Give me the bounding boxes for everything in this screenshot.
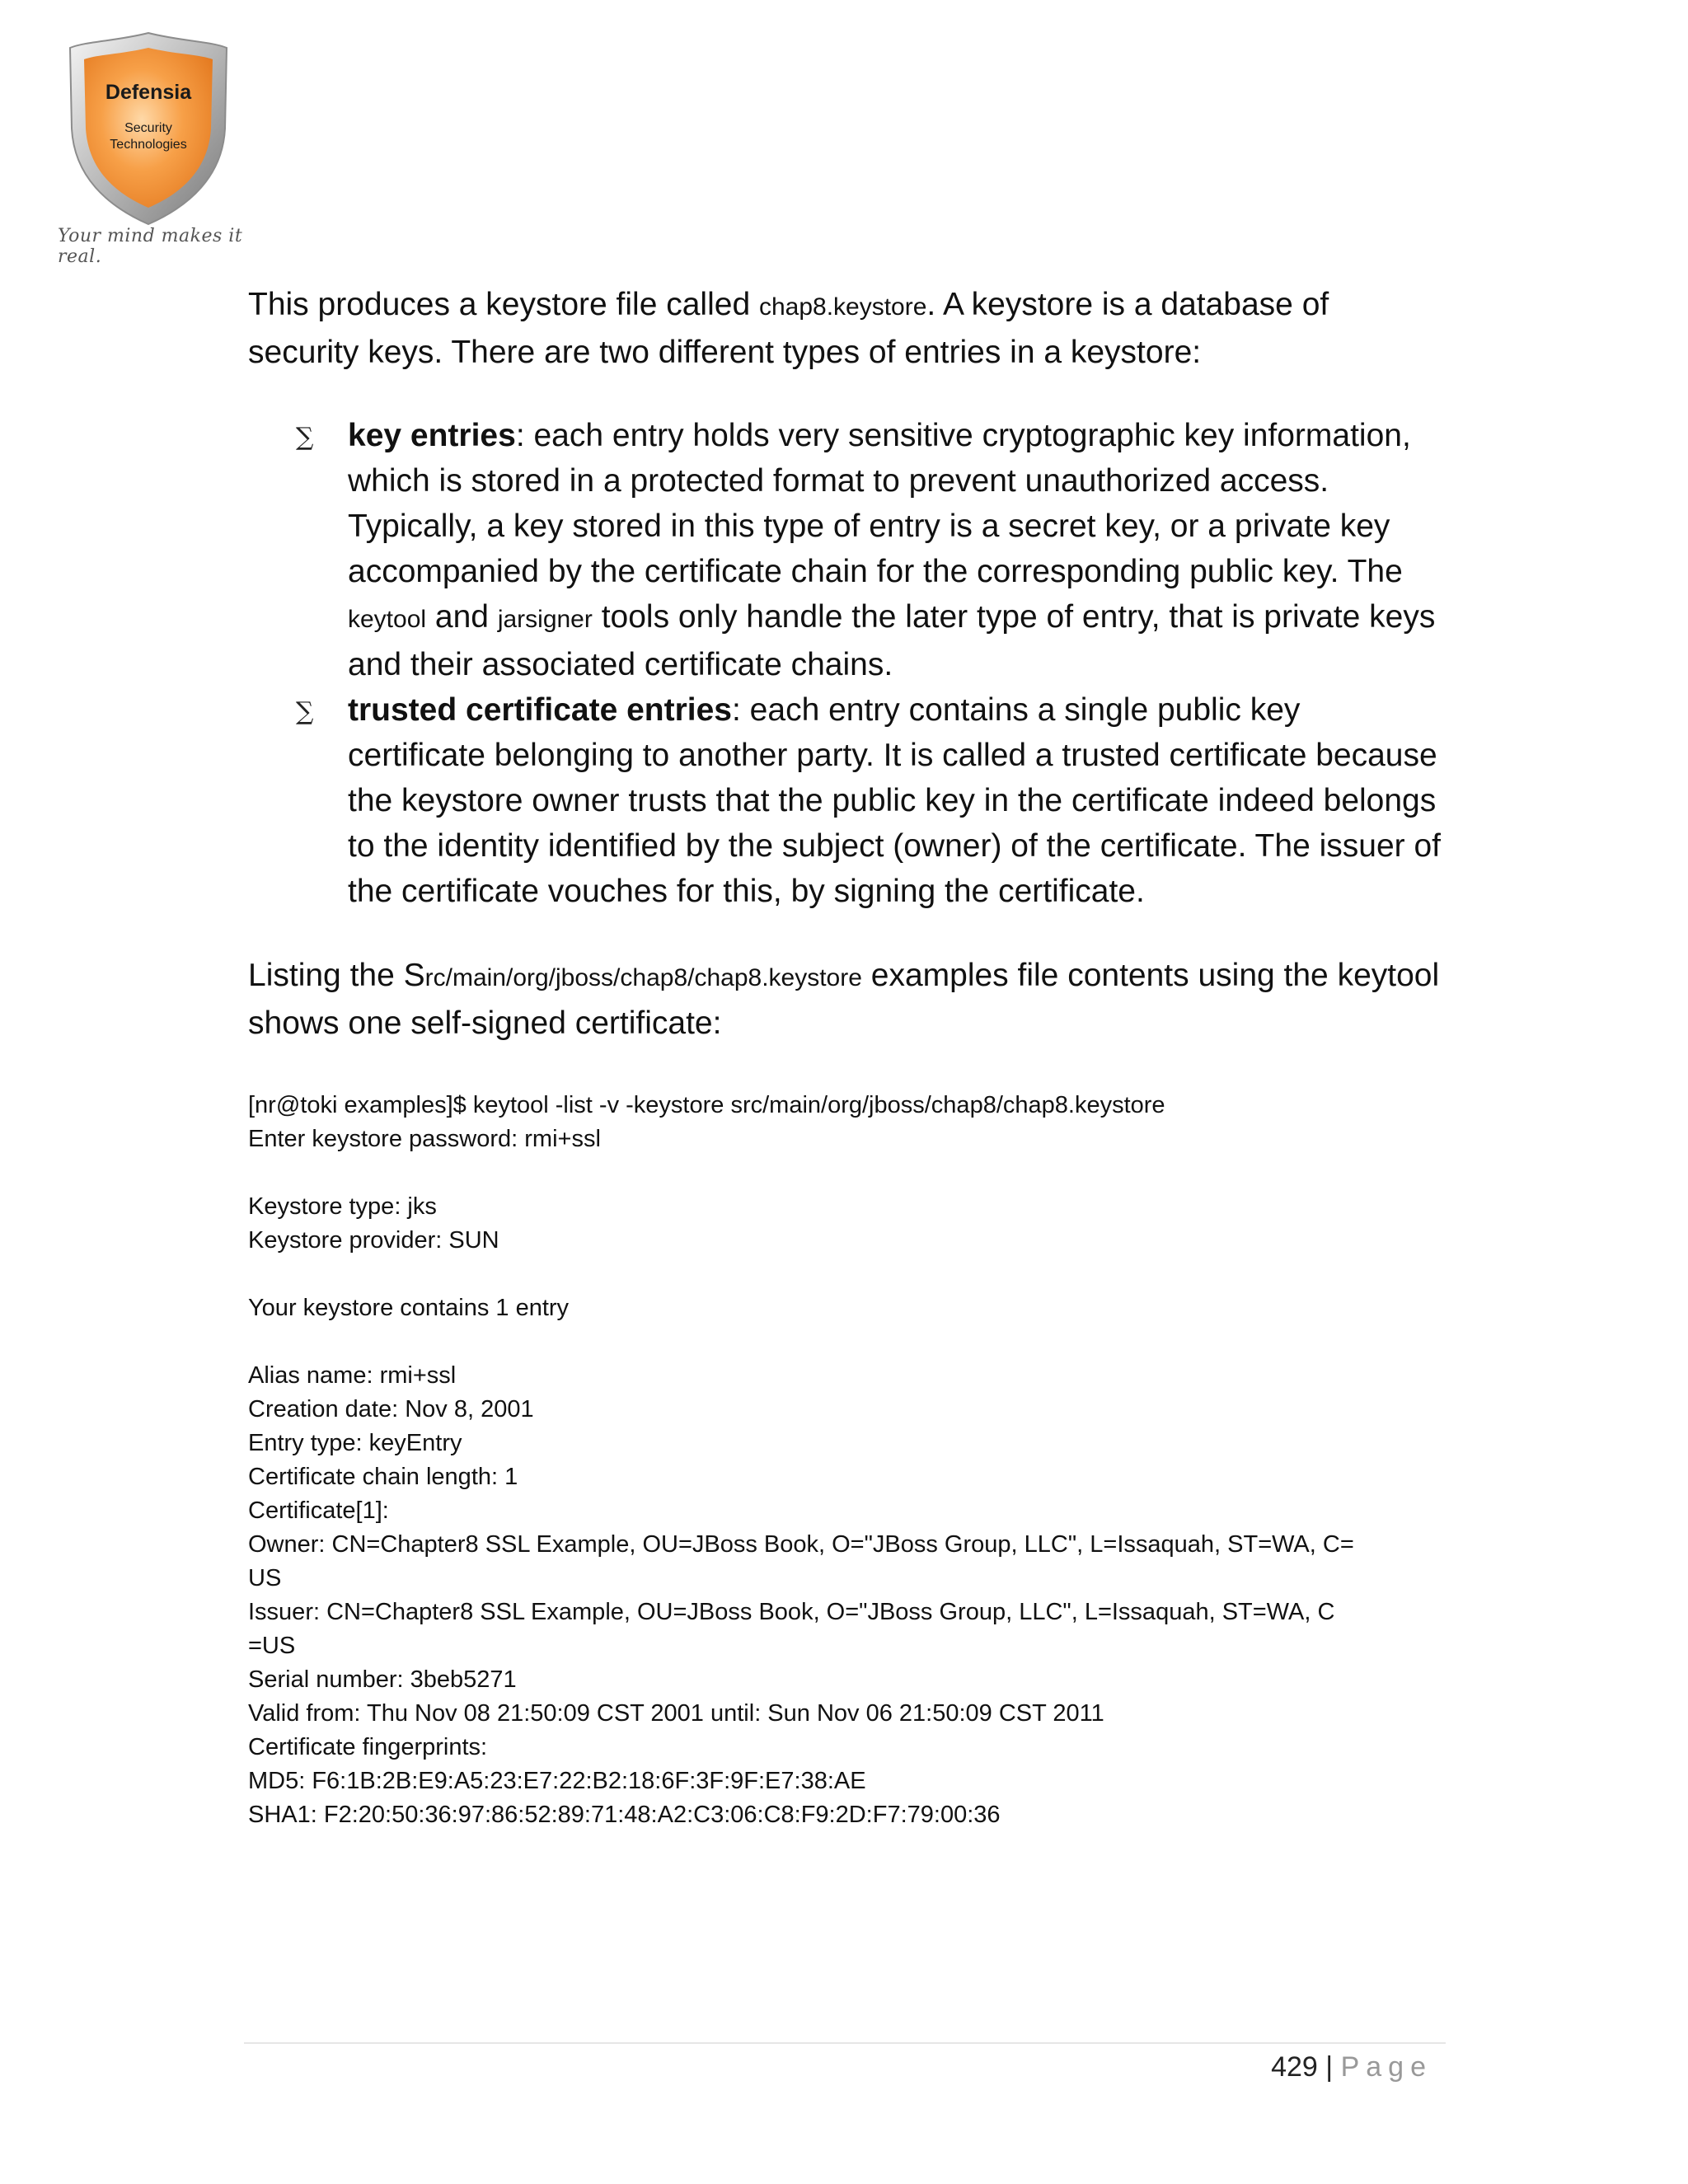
list-item — [248, 687, 1443, 914]
intro-text-1: This produces a keystore file called — [248, 287, 759, 322]
page-separator: | — [1325, 2051, 1334, 2083]
listing-text-1: Listing the S — [248, 958, 425, 993]
code-line: Keystore type: jks — [248, 1193, 437, 1220]
bullet-term: key entries — [348, 418, 516, 453]
footer-divider — [244, 2042, 1446, 2044]
logo-line2-text: Security — [124, 121, 172, 135]
code-line: Entry type: keyEntry — [248, 1430, 462, 1456]
code-line: Valid from: Thu Nov 08 21:50:09 CST 2001 until: Sun Nov 06 21:50:09 CST 2011 — [248, 1700, 1104, 1727]
sigma-bullet-icon: ∑ — [296, 423, 314, 452]
page-number: 429 — [1271, 2051, 1318, 2083]
code-line: Alias name: rmi+ssl — [248, 1362, 457, 1389]
code-line: Creation date: Nov 8, 2001 — [248, 1396, 534, 1422]
intro-text-2: . A keystore is a database of security keys. There are two different types of entries in a keystore: — [248, 287, 1329, 370]
code-line: Certificate[1]: — [248, 1497, 389, 1524]
code-line: Certificate fingerprints: — [248, 1734, 488, 1760]
logo-line3-text: Technologies — [110, 138, 187, 152]
list-item — [248, 413, 1443, 687]
keytool-output — [248, 1089, 1443, 1832]
sigma-bullet-icon: ∑ — [296, 697, 314, 726]
code-line: Owner: CN=Chapter8 SSL Example, OU=JBoss Book, O="JBoss Group, LLC", L=Issaquah, ST=WA, C= — [248, 1531, 1354, 1558]
code-line: MD5: F6:1B:2B:E9:A5:23:E7:22:B2:18:6F:3F:9F:E7:38:AE — [248, 1768, 866, 1794]
page-footer — [1271, 2049, 1432, 2085]
page-body — [248, 282, 1443, 1832]
bullet-term: trusted certificate entries — [348, 692, 733, 728]
entry-types-list — [248, 413, 1443, 914]
listing-paragraph — [248, 953, 1443, 1046]
code-line — [248, 1258, 1443, 1291]
code-line: Enter keystore password: rmi+ssl — [248, 1126, 601, 1152]
code-line: Certificate chain length: 1 — [248, 1464, 518, 1490]
page-label: Page — [1340, 2051, 1432, 2083]
listing-path: rc/main/org/jboss/chap8/chap8.keystore — [424, 964, 862, 991]
bullet-text: : each entry contains a single public key certificate belonging to another party. It is called a trusted certificate because the keystore owner trusts that the public key in the certificate indeed belongs to the identity identified by the subject (owner) of the certificate. The issuer of the certificate vouches for this, by signing the certificate. — [348, 692, 1441, 909]
code-line: SHA1: F2:20:50:36:97:86:52:89:71:48:A2:C3:06:C8:F9:2D:F7:79:00:36 — [248, 1802, 1001, 1828]
code-line: Your keystore contains 1 entry — [248, 1295, 570, 1321]
bullet-tool-jarsigner: jarsigner — [497, 606, 593, 633]
code-line: [nr@toki examples]$ keytool -list -v -keystore src/main/org/jboss/chap8/chap8.keystore — [248, 1092, 1165, 1118]
code-line — [248, 1156, 1443, 1190]
bullet-text: and — [426, 599, 498, 635]
code-line — [248, 1325, 1443, 1359]
code-line: Serial number: 3beb5271 — [248, 1666, 517, 1693]
intro-paragraph — [248, 282, 1443, 375]
code-line: =US — [248, 1633, 296, 1659]
shield-logo-icon — [58, 30, 239, 227]
logo-tagline: Your mind makes it real. — [58, 226, 243, 267]
bullet-text: : each entry holds very sensitive cryptographic key information, which is stored in a protected format to prevent unauthorized access. Typically, a key stored in this type of entry is a secret key, or a private key accompanied by the certificate chain for the corresponding public key. The — [348, 418, 1411, 589]
intro-filename: chap8.keystore — [758, 293, 927, 321]
code-line: US — [248, 1565, 282, 1591]
logo-brand-text: Defensia — [105, 81, 192, 104]
bullet-tool-keytool: keytool — [348, 606, 427, 633]
listing-text-2: examples file contents using the keytool shows one self-signed certificate: — [248, 958, 1440, 1041]
code-line: Keystore provider: SUN — [248, 1227, 499, 1254]
code-line: Issuer: CN=Chapter8 SSL Example, OU=JBoss Book, O="JBoss Group, LLC", L=Issaquah, ST=WA, C — [248, 1599, 1335, 1625]
bullet-text: tools only handle the later type of entry, that is private keys and their associated certificate chains. — [348, 599, 1436, 682]
